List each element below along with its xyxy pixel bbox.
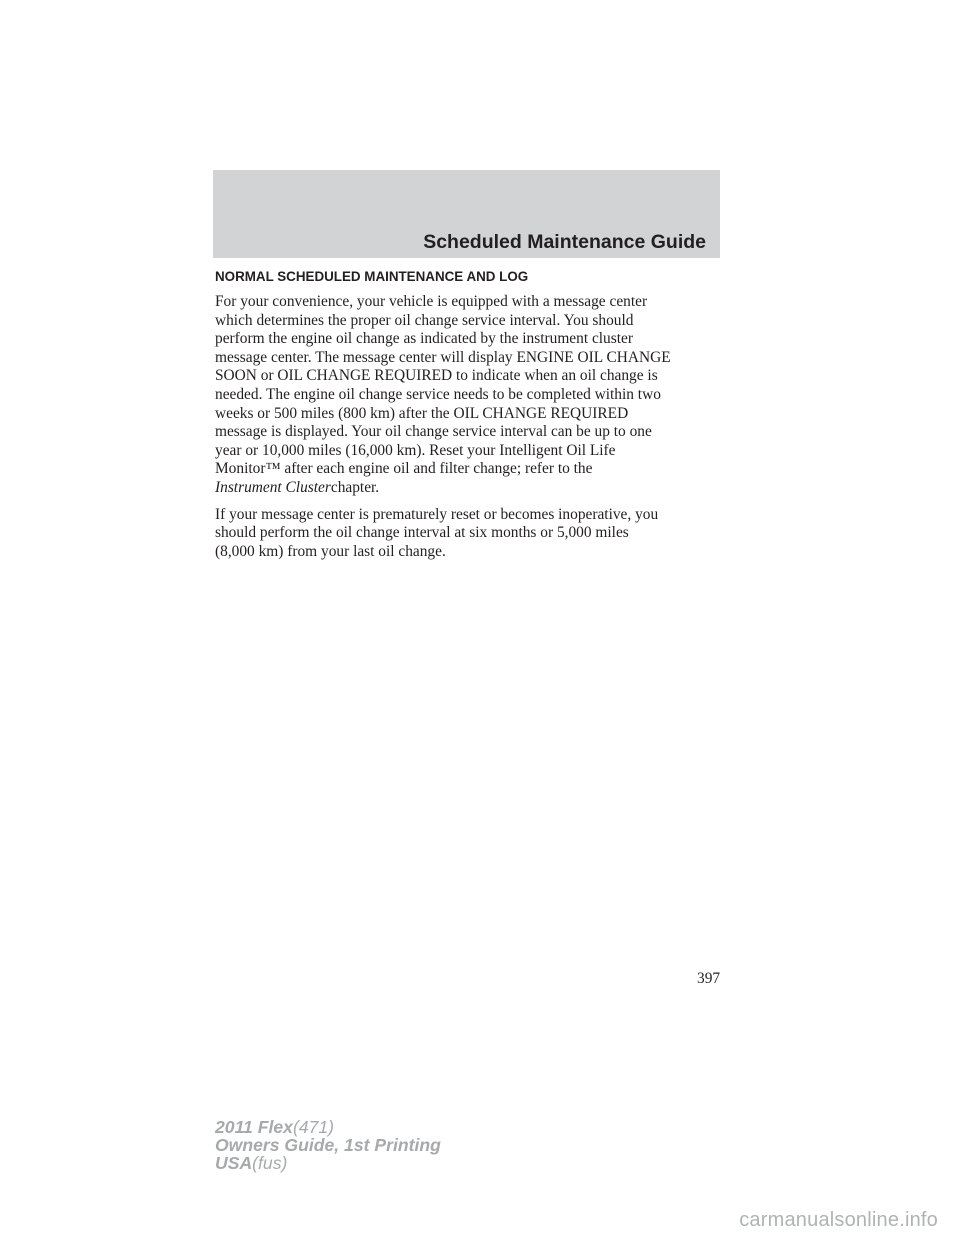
text-line: SOON or OIL CHANGE REQUIRED to indicate when an oil change is [215, 367, 658, 385]
text-line: weeks or 500 miles (800 km) after the OIL CHANGE REQUIRED [215, 404, 629, 422]
reference-tail: chapter. [330, 478, 380, 496]
footer-model: 2011 Flex [215, 1117, 293, 1137]
print-footer [215, 1118, 441, 1172]
paragraph-inoperative-message-center [215, 506, 730, 562]
text-line: year or 10,000 miles (16,000 km). Reset your Intelligent Oil Life [215, 441, 616, 459]
text-line: message center. The message center will display ENGINE OIL CHANGE [215, 348, 671, 366]
text-line: message is displayed. Your oil change service interval can be up to one [215, 423, 652, 441]
text-line: For your convenience, your vehicle is equipped with a message center [215, 293, 648, 310]
section-header-band [213, 170, 720, 258]
text-line: needed. The engine oil change service needs to be completed within two [215, 385, 661, 403]
footer-line-market [215, 1154, 441, 1172]
chapter-reference: Instrument Cluster [215, 478, 331, 496]
footer-line-edition: Owners Guide, 1st Printing [215, 1135, 441, 1155]
section-heading: NORMAL SCHEDULED MAINTENANCE AND LOG [215, 269, 529, 284]
text-line-reference [215, 479, 730, 498]
text-line: which determines the proper oil change service interval. You should [215, 311, 634, 329]
text-line: Monitor™ after each engine oil and filter change; refer to the [215, 460, 593, 478]
footer-model-code: (471) [292, 1117, 335, 1137]
text-line: perform the engine oil change as indicated by the instrument cluster [215, 330, 633, 348]
paragraph-oil-change-interval [215, 293, 730, 498]
page-number: 397 [697, 970, 721, 987]
page-content [215, 268, 730, 569]
text-line: (8,000 km) from your last oil change. [215, 542, 446, 560]
section-title: Scheduled Maintenance Guide [423, 231, 706, 253]
text-line: should perform the oil change interval at six months or 5,000 miles [215, 524, 629, 542]
text-line: If your message center is prematurely reset or becomes inoperative, you [215, 505, 659, 523]
watermark: carmanualsonline.info [739, 1209, 938, 1231]
footer-market-code: (fus) [252, 1153, 288, 1173]
footer-line-model [215, 1118, 441, 1136]
footer-market: USA [215, 1153, 253, 1173]
